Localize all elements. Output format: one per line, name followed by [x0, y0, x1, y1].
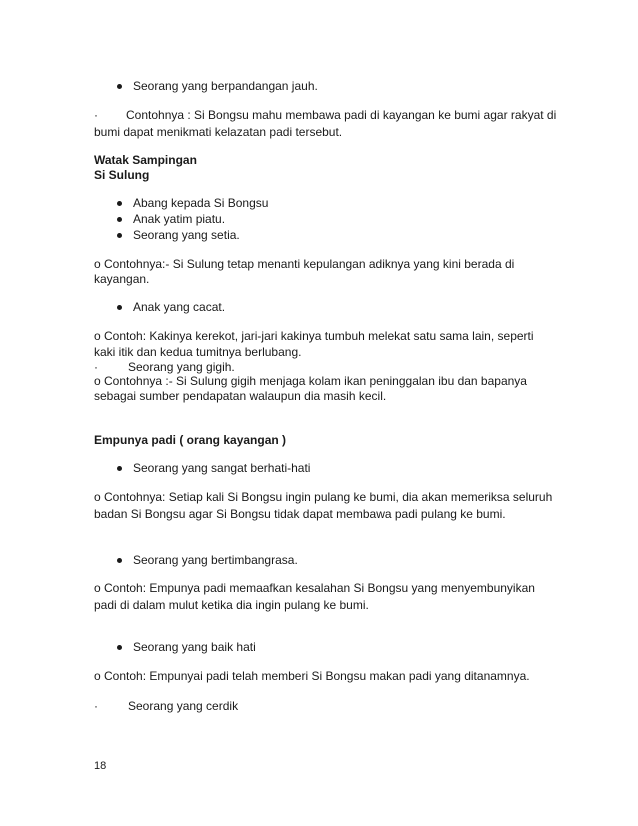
paragraph-line: o Contohnya: Setiap kali Si Bongsu ingin pulang ke bumi, dia akan memeriksa seluruh — [94, 490, 553, 504]
paragraph-text: Seorang yang gigih. — [128, 360, 235, 374]
bullet-item: Seorang yang baik hati — [133, 640, 256, 654]
bullet-icon — [117, 217, 122, 222]
paragraph-line — [94, 108, 556, 123]
page-number: 18 — [94, 760, 107, 772]
section-heading: Empunya padi ( orang kayangan ) — [94, 433, 287, 447]
bullet-icon — [117, 233, 122, 238]
dot-marker: · — [94, 360, 98, 374]
paragraph-line: kaki itik dan kedua tumitnya berlubang. — [94, 345, 302, 359]
bullet-item: Anak yatim piatu. — [133, 212, 226, 226]
paragraph-line: o Contohnya:- Si Sulung tetap menanti kepulangan adiknya yang kini berada di — [94, 257, 515, 271]
dot-marker: · — [94, 699, 98, 713]
paragraph-line: padi di dalam mulut ketika dia ingin pulang ke bumi. — [94, 598, 369, 612]
bullet-item: Seorang yang sangat berhati-hati — [133, 461, 311, 475]
paragraph-line: sebagai sumber pendapatan walaupun dia masih kecil. — [94, 389, 387, 403]
bullet-icon — [117, 645, 122, 650]
paragraph-line — [94, 699, 238, 714]
bullet-item: Seorang yang bertimbangrasa. — [133, 553, 298, 567]
paragraph-line: o Contohnya :- Si Sulung gigih menjaga kolam ikan peninggalan ibu dan bapanya — [94, 374, 527, 388]
bullet-icon — [117, 201, 122, 206]
bullet-item: Seorang yang berpandangan jauh. — [133, 79, 318, 93]
bullet-item: Abang kepada Si Bongsu — [133, 196, 269, 210]
bullet-item: Anak yang cacat. — [133, 300, 226, 314]
paragraph-text: Contohnya : Si Bongsu mahu membawa padi di kayangan ke bumi agar rakyat di — [126, 108, 557, 122]
bullet-icon — [117, 466, 122, 471]
dot-marker: · — [94, 108, 98, 122]
paragraph-line: kayangan. — [94, 272, 150, 286]
subsection-heading: Si Sulung — [94, 168, 150, 182]
paragraph-text: Seorang yang cerdik — [128, 699, 239, 713]
paragraph-line: o Contoh: Empunya padi memaafkan kesalahan Si Bongsu yang menyembunyikan — [94, 581, 535, 595]
section-heading: Watak Sampingan — [94, 153, 197, 167]
bullet-item: Seorang yang setia. — [133, 228, 240, 242]
paragraph-line: bumi dapat menikmati kelazatan padi tersebut. — [94, 125, 343, 139]
paragraph-line: o Contoh: Empunyai padi telah memberi Si Bongsu makan padi yang ditanamnya. — [94, 669, 530, 683]
paragraph-line: o Contoh: Kakinya kerekot, jari-jari kakinya tumbuh melekat satu sama lain, seperti — [94, 329, 534, 343]
bullet-icon — [117, 558, 122, 563]
bullet-icon — [117, 305, 122, 310]
bullet-icon — [117, 84, 122, 89]
paragraph-line — [94, 360, 235, 375]
paragraph-line: badan Si Bongsu agar Si Bongsu tidak dapat membawa padi pulang ke bumi. — [94, 507, 506, 521]
